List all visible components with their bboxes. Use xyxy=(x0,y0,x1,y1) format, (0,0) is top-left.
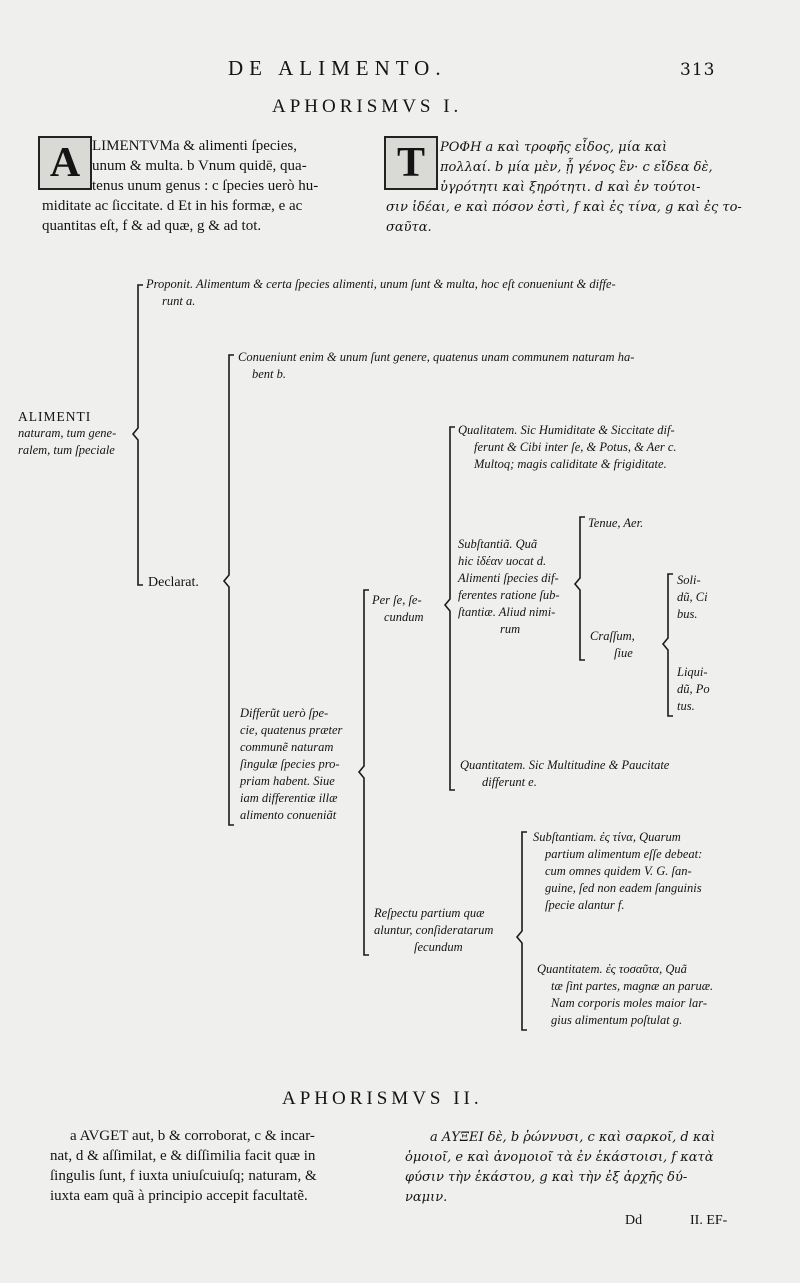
node-crassum: Craſſum, ſiue xyxy=(590,629,635,660)
aphorism2-greek-line-3: φύσιν τὴν ἑκάστου, g καὶ τὴν ἐξ ἀρχῆς δύ- xyxy=(405,1170,688,1185)
aphorism1-latin-line-2: unum & multa. b Vnum quidē, qua- xyxy=(92,158,307,174)
node-proponit: Proponit. Alimentum & certa ſpecies alimenti, unum ſunt & multa, hoc eſt conueniunt & diffe- runt a. xyxy=(146,277,616,308)
node-substantiam-2: Subſtantiam. ἐς τίνα, Quarum partium alimentum eſſe debeat: cum omnes quidem V. G. ſan- guine, ſed non eadem ſanguinis ſpecie alantur f. xyxy=(533,830,703,912)
node-solidum: Soli- dũ, Ci bus. xyxy=(677,573,708,621)
aphorism2-latin-line-3: ſingulis ſunt, f iuxta uniuſcuiuſq; naturam, & xyxy=(50,1168,317,1184)
aphorism2-latin-line-1: a AVGET aut, b & corroborat, c & incar- xyxy=(70,1128,315,1144)
aphorism1-greek-line-1: ΡΟΦΗ a καὶ τροφῆς εἶδος, μία καὶ xyxy=(440,140,668,155)
node-quantitatem-2: Quantitatem. ἐς τοσαῦτα, Quã tæ ſint partes, magnæ an paruæ. Nam corporis moles maior lar- gius alimentum poſtulat g. xyxy=(537,962,714,1027)
catchword: II. EF- xyxy=(690,1213,728,1228)
brace-declarat xyxy=(224,355,234,825)
drop-cap-latin: A xyxy=(38,136,92,190)
aphorism2-greek-line-4: ναμιν. xyxy=(405,1190,448,1205)
drop-cap-greek: T xyxy=(384,136,438,190)
aphorism2-latin-line-2: nat, d & aſſimilat, e & diſſimilia facit quæ in xyxy=(50,1148,316,1164)
aphorism1-latin-line-3: tenus unum genus : c ſpecies uerò hu- xyxy=(92,178,319,194)
node-liquidum: Liqui- dũ, Po tus. xyxy=(677,665,710,713)
node-conueniunt: Conueniunt enim & unum ſunt genere, quatenus unam communem naturam ha- bent b. xyxy=(238,350,635,381)
brace-differunt xyxy=(359,590,369,955)
page-number: 313 xyxy=(680,60,716,80)
aphorism1-latin-line-5: quantitas eſt, f & ad quæ, g & ad tot. xyxy=(42,218,262,234)
brace-substantia xyxy=(575,517,585,660)
node-substantia: Subſtantiã. Quã hic ἰδέαν uocat d. Alimenti ſpecies dif- ferentes ratione ſub- ſtantiæ. Aliud nimi- rum xyxy=(458,537,560,636)
node-qualitatem: Qualitatem. Sic Humiditate & Siccitate dif- ferunt & Cibi inter ſe, & Potus, & Aer c. Multoq; magis caliditate & frigiditate. xyxy=(458,423,677,471)
aphorism1-greek-line-5: σαῦτα. xyxy=(386,220,432,235)
aphorism2-greek-line-2: ὁμοιοῖ, e καὶ ἀνομοιοῖ τὰ ἐν ἑκάστοισι, f κατὰ xyxy=(405,1150,714,1165)
running-title: DE ALIMENTO. xyxy=(228,56,447,80)
signature-mark: Dd xyxy=(625,1213,643,1228)
tree-root: ALIMENTI naturam, tum gene- ralem, tum ſpeciale xyxy=(18,409,117,457)
aphorism1-greek-line-3: ὑγρότητι καὶ ξηρότητι. d καὶ ἐν τούτοι- xyxy=(440,180,701,195)
aphorism1-latin-line-1: LIMENTVMa & alimenti ſpecies, xyxy=(92,138,297,154)
aphorism1-latin-line-4: miditate ac ſiccitate. d Et in his formæ, e ac xyxy=(42,198,303,214)
node-tenue: Tenue, Aer. xyxy=(588,516,644,530)
aphorism2-latin-line-4: iuxta eam quã à principio accepit facultatẽ. xyxy=(50,1188,308,1204)
aphorism1-greek-line-4: σιν ἰδέαι, e καὶ πόσον ἐστὶ, f καὶ ἐς τίνα, g καὶ ἐς το- xyxy=(386,200,742,215)
node-differunt: Differũt uerò ſpe- cie, quatenus præter communẽ naturam ſingulæ ſpecies pro- priam habent. Siue iam differentiæ illæ alimento conueniãt xyxy=(240,706,343,822)
node-declarat: Declarat. xyxy=(148,575,199,590)
aphorism1-greek-line-2: πολλαί. b μία μὲν, ᾗ γένος ἓν· c εἴδεα δὲ, xyxy=(440,160,713,175)
node-respectu: Reſpectu partium quæ aluntur, conſideratarum ſecundum xyxy=(374,906,494,954)
aphorism2-greek-line-1: a ΑΥΞΕΙ δὲ, b ῥώννυσι, c καὶ σαρκοῖ, d καὶ xyxy=(430,1130,716,1145)
aphorism2-title: APHORISMVS II. xyxy=(282,1088,483,1109)
brace-root xyxy=(133,285,143,585)
aphorism-title: APHORISMVS I. xyxy=(272,96,463,117)
node-quantitatem-1: Quantitatem. Sic Multitudine & Paucitate differunt e. xyxy=(460,758,670,789)
node-per-se: Per ſe, ſe- cundum xyxy=(372,593,424,624)
